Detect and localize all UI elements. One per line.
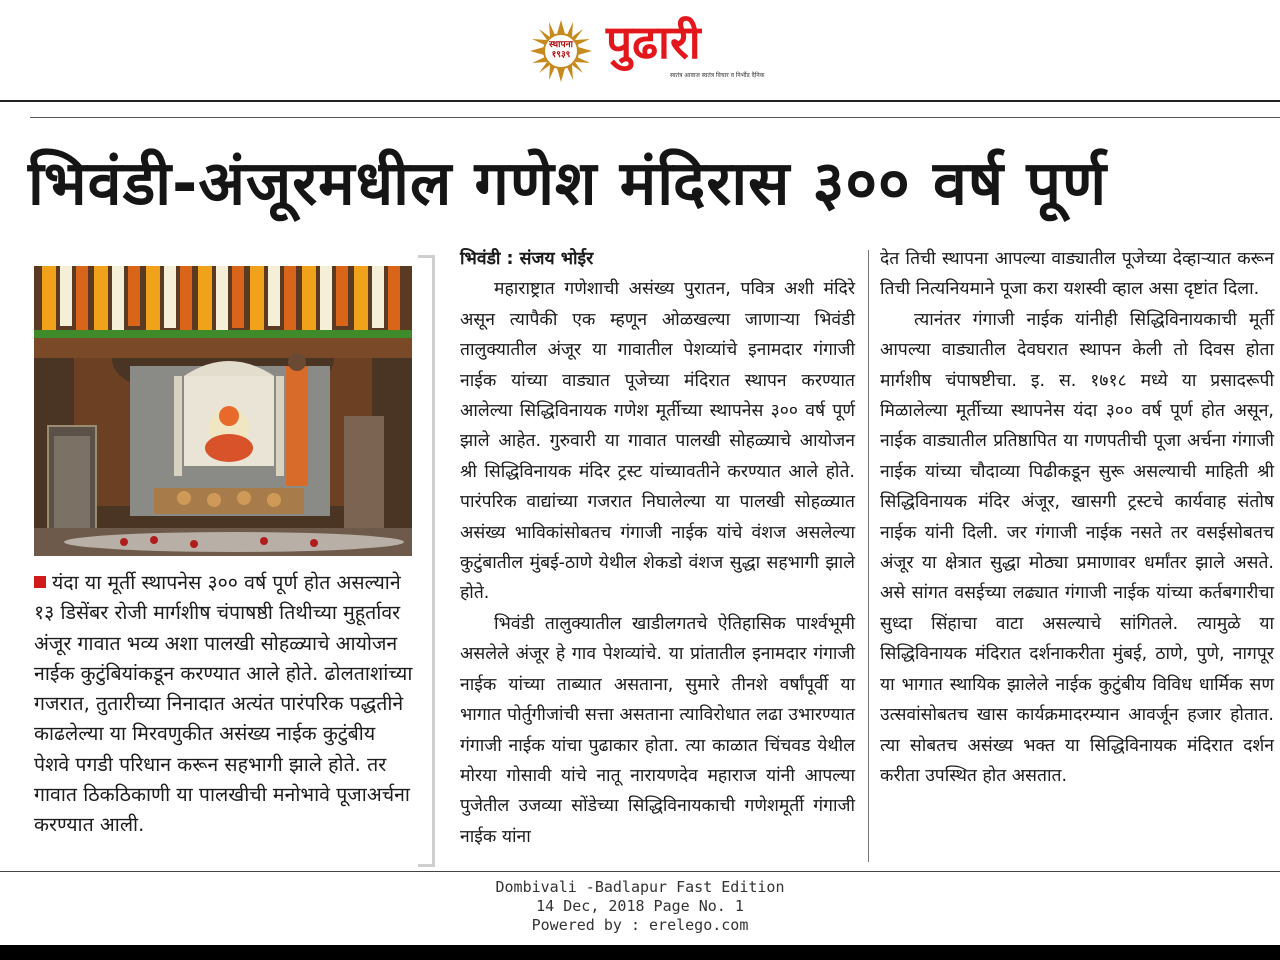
powered-by: Powered by : erelego.com (531, 916, 749, 934)
bottom-bar (0, 945, 1280, 960)
temple-photo (34, 266, 412, 556)
photo-caption-text: यंदा या मूर्ती स्थापनेस ३०० वर्ष पूर्ण होत असल्याने १३ डिसेंबर रोजी मार्गशीष चंपाषष्ठी तिथीच्या मुहूर्तावर अंजूर गावात भव्य अशा पालखी सोहळ्याचे आयोजन नाईक कुटुंबियांकडून करण्यात आले होते. ढोलताशांच्या गजरात, तुतारीच्या निनादात अत्यंत पारंपरिक पद्धतीने काढलेल्या या मिरवणुकीत असंख्य नाईक कुटुंबीय पेशवे पगडी परिधान करून सहभागी झाले होते. तर गावात ठिकठिकाणी या पालखीची मनोभावे पूजाअर्चना करण्यात आली. (34, 571, 413, 837)
ganesh-idol-photo-icon (34, 266, 412, 556)
edition-footer (440, 878, 840, 935)
seal-text: स्थापना १९३९ (549, 40, 573, 60)
brand-name: पुढारी (606, 15, 701, 69)
brand-tagline: स्वतंत्र आवाज स्वतंत्र विचार व निर्भीड दैनिक (670, 72, 765, 79)
column-bracket (418, 255, 435, 867)
headline-rule (30, 117, 1280, 118)
article-column-2 (460, 244, 855, 852)
article-column-3 (880, 244, 1274, 791)
article-byline: भिवंडी : संजय भोईर (460, 249, 594, 269)
article-paragraph: भिवंडी तालुक्यातील खाडीलगतचे ऐतिहासिक पार्श्वभूमी असलेले अंजूर हे गाव पेशव्यांचे. या प्रांतातील इनामदार गंगाजी नाईक यांच्या ताब्यात असताना, सुमारे तीनशे वर्षांपूर्वी या भागात पोर्तुगीजांची सत्ता असताना त्याविरोधात लढा उभारण्यात गंगाजी नाईक यांचा पुढाकार होता. त्या काळात चिंचवड येथील मोरया गोसावी यांचे नातू नारायणदेव महाराज यांनी आपल्या पुजेतील उजव्या सोंडेच्या सिद्धिविनायकाची गणेशमूर्ती गंगाजी नाईक यांना (460, 613, 855, 847)
column-divider (868, 250, 869, 862)
article-paragraph: देत तिची स्थापना आपल्या वाड्यातील पूजेच्या देव्हाऱ्यात करून तिची नित्यनियमाने पूजा करा यशस्वी व्हाल असा दृष्टांत दिला. (880, 249, 1274, 300)
caption-bullet-icon (34, 576, 46, 588)
footer-rule (0, 871, 1280, 872)
masthead-rule (0, 100, 1280, 102)
article-paragraph: महाराष्ट्रात गणेशाची असंख्य पुरातन, पवित्र अशी मंदिरे असून त्यापैकी एक म्हणून ओळखल्या जाणाऱ्या भिवंडी तालुक्यातील अंजूर या गावातील पेशव्यांचे इनामदार गंगाजी नाईक यांच्या वाड्यात पूजेच्या मंदिरात स्थापन करण्यात आलेल्या सिद्धिविनायक गणेश मूर्तीच्या स्थापनेस ३०० वर्ष पूर्ण झाले आहेत. गुरुवारी या गावात पालखी सोहळ्याचे आयोजन श्री सिद्धिविनायक मंदिर ट्रस्ट यांच्यावतीने करण्यात आले होते. पारंपरिक वाद्यांच्या गजरात निघालेल्या या पालखी सोहळ्यात असंख्य भाविकांसोबतच गंगाजी नाईक यांचे वंशज असलेल्या कुटुंबातील मुंबई-ठाणे येथील शेकडो वंशज सुद्धा सहभागी झाले होते. (460, 279, 855, 604)
edition-date-page: 14 Dec, 2018 Page No. 1 (536, 897, 744, 915)
edition-name: Dombivali -Badlapur Fast Edition (495, 878, 785, 896)
article-headline: भिवंडी-अंजूरमधील गणेश मंदिरास ३०० वर्ष पूर्ण (28, 148, 1108, 219)
masthead (0, 0, 1280, 100)
article-paragraph: त्यानंतर गंगाजी नाईक यांनीही सिद्धिविनायकाची मूर्ती आपल्या वाड्यातील देवघरात स्थापन केली तो दिवस होता मार्गशीष चंपाषष्टीचा. इ. स. १७१८ मध्ये या प्रसादरूपी मिळालेल्या मूर्तीच्या स्थापनेस यंदा ३०० वर्ष पूर्ण होत असून, नाईक वाड्यातील प्रतिष्ठापित या गणपतीची पूजा अर्चना गंगाजी नाईक यांच्या चौदाव्या पिढीकडून सुरू असल्याची माहिती श्री सिद्धिविनायक मंदिर अंजूर, खासगी ट्रस्टचे कार्यवाह संतोष नाईक यांनी दिली. जर गंगाजी नाईक नसते तर वसईसोबतच अंजूर या क्षेत्रात सुद्धा मोठ्या प्रमाणावर धर्मांतर झाले असते. असे सांगत वसईच्या लढ्यात गंगाजी नाईक यांच्या कर्तबगारीचा सुध्दा सिंहाचा वाटा असल्याचे सांगितले. त्यामुळे या सिद्धिविनायक मंदिरात दर्शनाकरीता मुंबई, ठाणे, पुणे, नागपूर या भागात स्थायिक झालेले नाईक कुटुंबीय विविध धार्मिक सण उत्सवांसोबतच खास कार्यक्रमादरम्यान आवर्जून हजार होतात. त्या सोबतच असंख्य भक्त या सिद्धिविनायक मंदिरात दर्शन करीता उपस्थित होत असतात. (880, 309, 1274, 786)
newspaper-logo (528, 14, 768, 86)
photo-caption (34, 568, 414, 841)
